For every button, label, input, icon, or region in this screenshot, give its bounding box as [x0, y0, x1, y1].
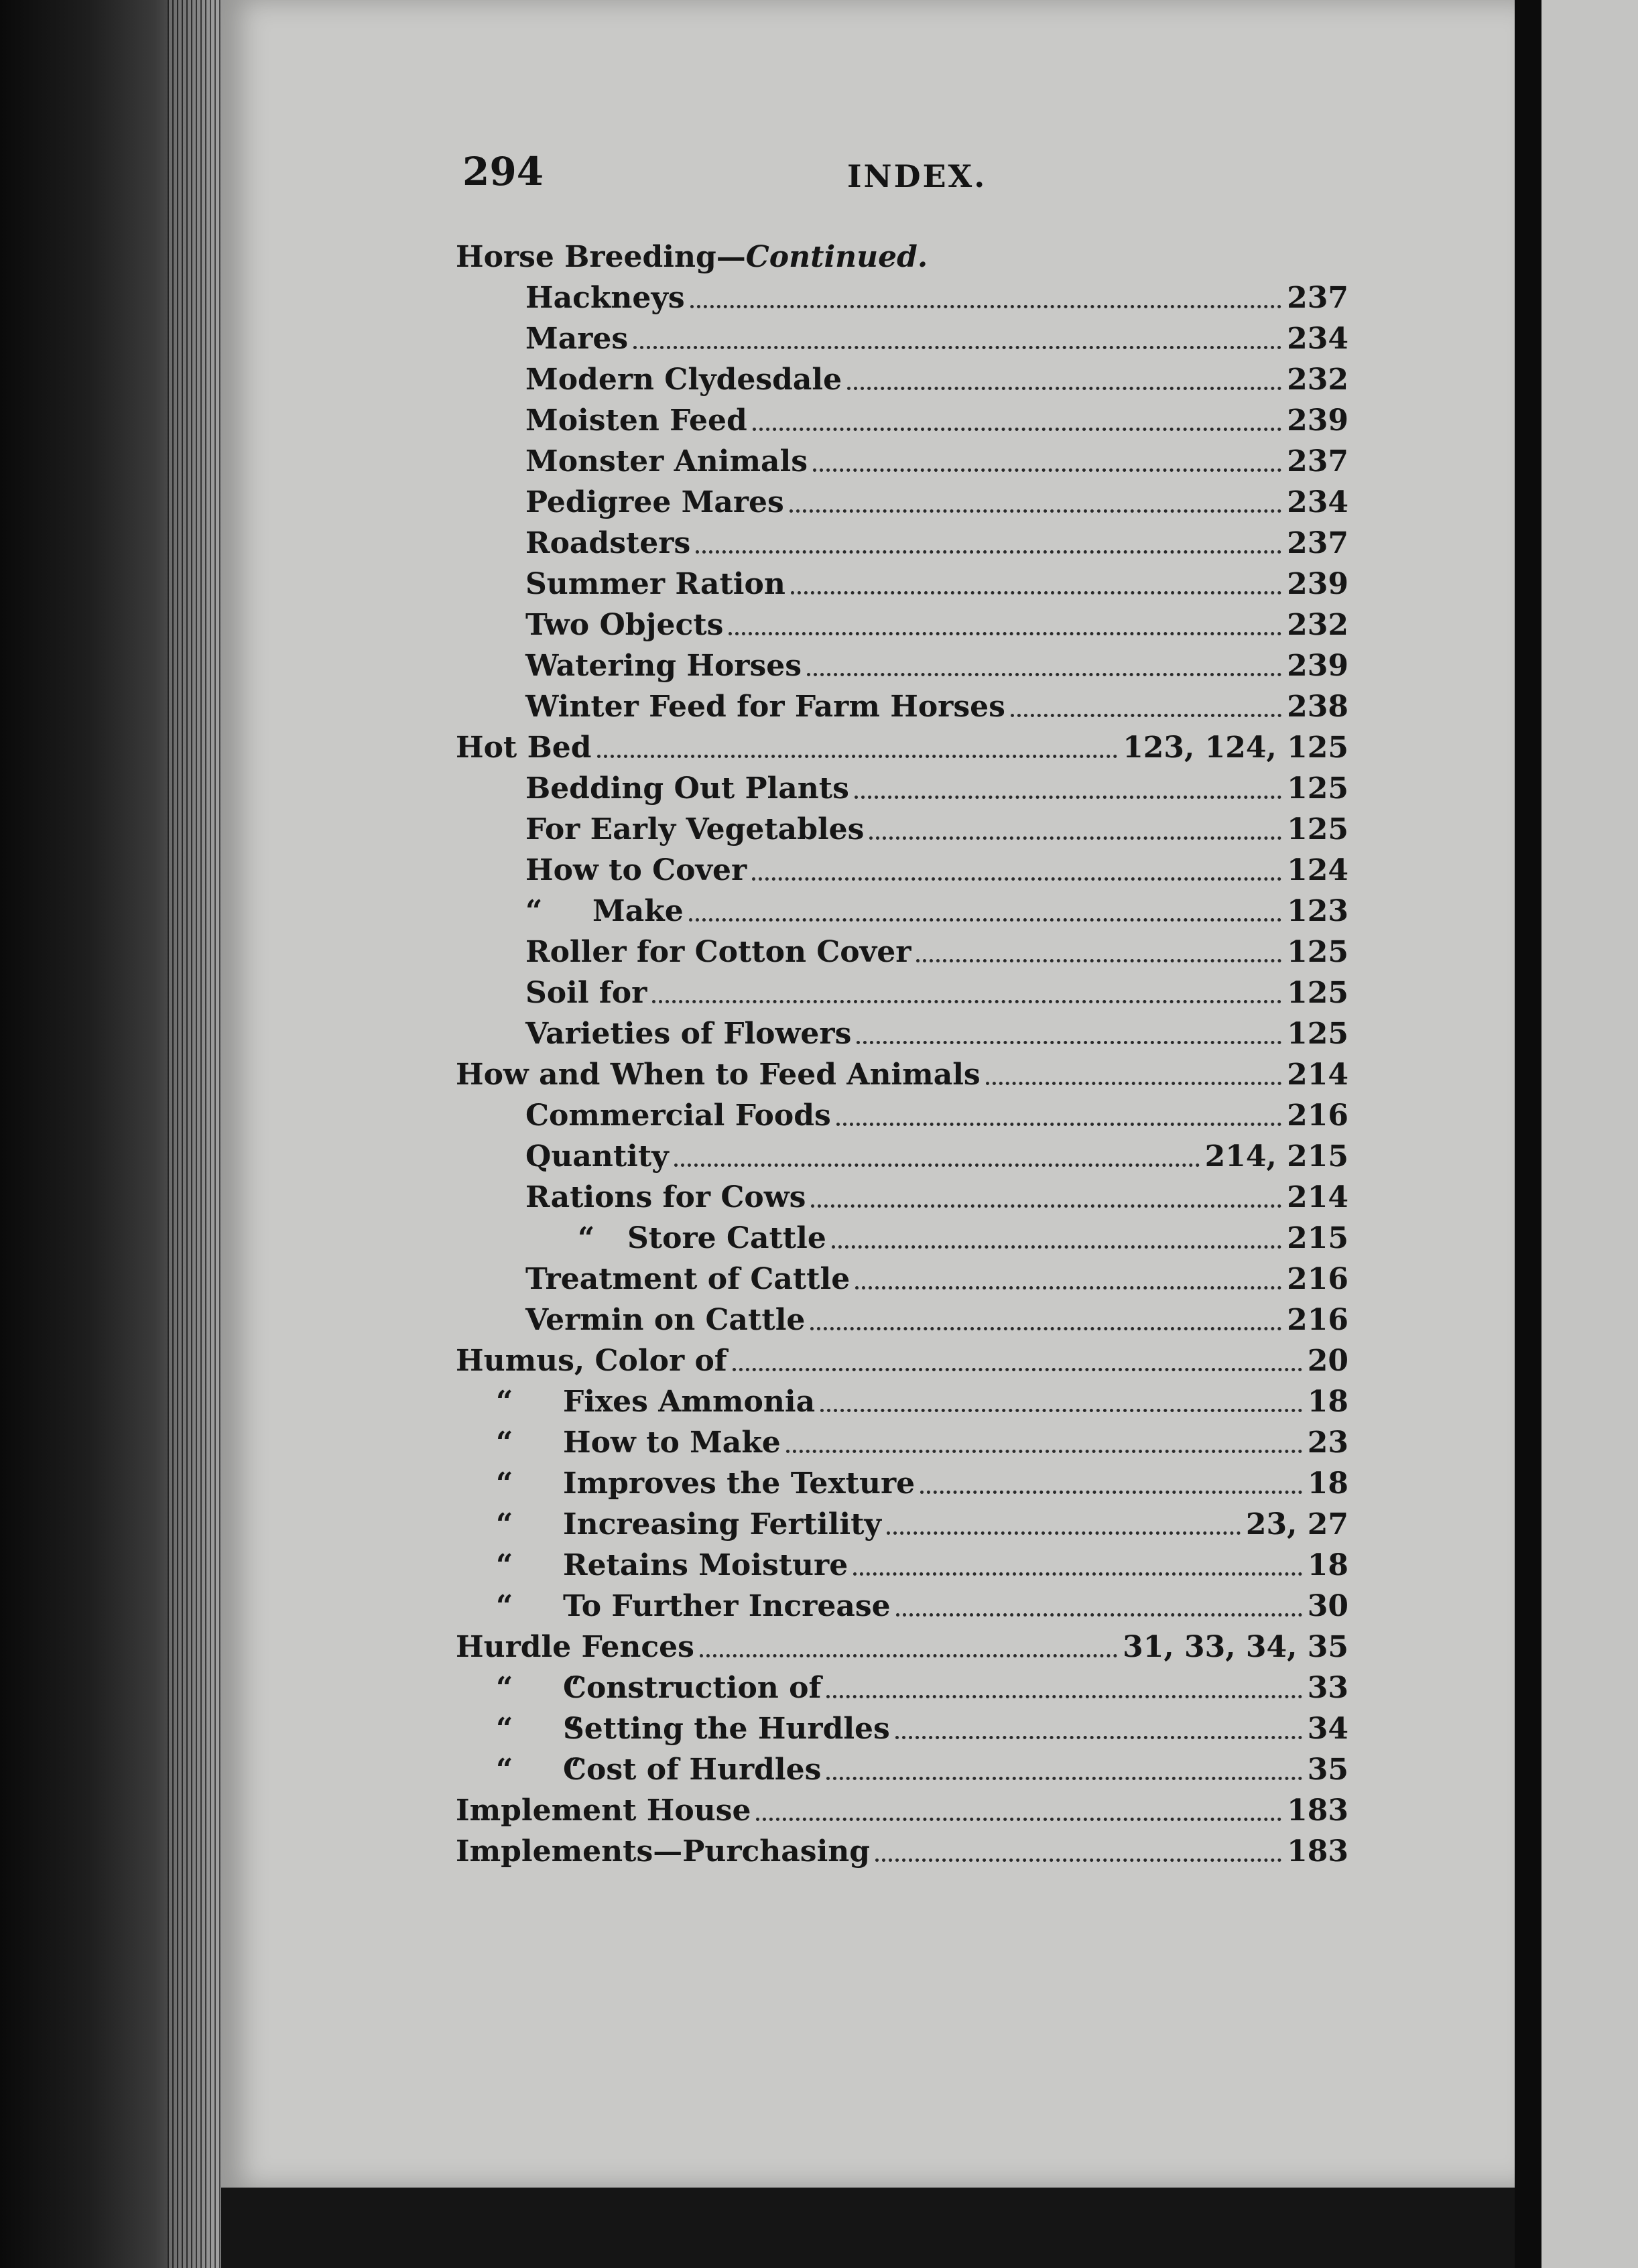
leader-dots [674, 1163, 1200, 1167]
leader-dots [832, 1245, 1281, 1249]
entry-page: 123 [1287, 894, 1348, 928]
index-entry [456, 356, 1348, 397]
entry-page: 18 [1307, 1548, 1348, 1582]
index-entry [456, 1582, 1348, 1623]
entry-page: 125 [1287, 1017, 1348, 1051]
entry-text: Bedding Out Plants [525, 771, 849, 806]
entry-text: Summer Ration [525, 567, 785, 601]
leader-dots [896, 1613, 1302, 1617]
entry-text: Watering Horses [525, 649, 802, 683]
entry-text: Pedigree Mares [525, 485, 784, 519]
bottom-shadow [221, 2188, 1515, 2268]
entry-text: Make [592, 894, 684, 928]
leader-dots [652, 1000, 1281, 1003]
index-entry [456, 315, 1348, 356]
facing-page-edge [1541, 0, 1638, 2268]
index-entry [456, 1255, 1348, 1296]
entry-page: 33 [1307, 1671, 1348, 1705]
entry-page: 232 [1287, 608, 1348, 642]
leader-dots [895, 1736, 1302, 1739]
leader-dots [869, 836, 1281, 840]
entry-text: Moisten Feed [525, 403, 747, 438]
ditto-mark: “ [578, 1221, 595, 1255]
entry-text: For Early Vegetables [525, 812, 865, 846]
index-entry [456, 1010, 1348, 1051]
entry-page: 183 [1287, 1793, 1348, 1828]
leader-dots [820, 1409, 1302, 1412]
entry-text: Improves the Texture [563, 1466, 916, 1501]
entry-page: 237 [1287, 444, 1348, 479]
entry-page: 183 [1287, 1834, 1348, 1869]
page-header [462, 149, 1347, 202]
entry-text: Quantity [525, 1139, 669, 1174]
index-entry [456, 479, 1348, 519]
entry-page: 216 [1287, 1303, 1348, 1337]
index-entry [456, 846, 1348, 887]
ditto-mark: “ [496, 1426, 513, 1460]
index-entry [456, 1828, 1348, 1869]
index-entry [456, 601, 1348, 642]
index-entry [456, 519, 1348, 560]
entry-text: Increasing Fertility [563, 1507, 881, 1541]
leader-dots [690, 305, 1281, 308]
entry-text: How to Make [563, 1426, 781, 1460]
index-entry [456, 1664, 1348, 1705]
entry-text: Store Cattle [627, 1221, 826, 1255]
ditto-mark: “ “ [496, 1712, 582, 1746]
entry-page: 18 [1307, 1385, 1348, 1419]
leader-dots [853, 1572, 1302, 1576]
entry-page: 35 [1307, 1753, 1348, 1787]
entry-text: Vermin on Cattle [525, 1303, 806, 1337]
index-entry [456, 1787, 1348, 1828]
entry-page: 31, 33, 34, 35 [1123, 1630, 1348, 1664]
gutter-shadow [1515, 0, 1541, 2268]
entry-page: 125 [1287, 812, 1348, 846]
entry-page: 23 [1307, 1426, 1348, 1460]
leader-dots [753, 428, 1281, 431]
index-entry [456, 1541, 1348, 1582]
entry-page: 239 [1287, 403, 1348, 438]
leader-dots [696, 550, 1281, 554]
entry-text: Hurdle Fences [456, 1630, 694, 1664]
index-entry [456, 233, 1348, 274]
ditto-mark: “ [496, 1466, 513, 1501]
leader-dots [752, 877, 1281, 881]
entry-page: 216 [1287, 1262, 1348, 1296]
ditto-mark: “ [496, 1548, 513, 1582]
leader-dots [810, 1327, 1281, 1330]
entry-text: Rations for Cows [525, 1180, 806, 1214]
ditto-mark: “ [496, 1589, 513, 1623]
index-entry [456, 1133, 1348, 1174]
entry-text: Cost of Hurdles [563, 1753, 822, 1787]
index-entry [456, 642, 1348, 683]
entry-page: 214 [1287, 1058, 1348, 1092]
index-entry [456, 1746, 1348, 1787]
entry-page: 215 [1287, 1221, 1348, 1255]
leader-dots [756, 1818, 1281, 1821]
entry-page: 239 [1287, 649, 1348, 683]
index-entry [456, 1460, 1348, 1501]
entry-text: How and When to Feed Animals [456, 1058, 981, 1092]
leader-dots [916, 959, 1281, 962]
entry-page: 23, 27 [1245, 1507, 1348, 1541]
entry-page: 125 [1287, 771, 1348, 806]
leader-dots [847, 387, 1281, 390]
entry-text: Construction of [563, 1671, 822, 1705]
entry-text: Implements—Purchasing [456, 1834, 871, 1869]
index-entry [456, 1214, 1348, 1255]
page-edges [168, 0, 228, 2268]
entry-text: Winter Feed for Farm Horses [525, 690, 1005, 724]
index-entry [456, 1092, 1348, 1133]
index-entry [456, 1378, 1348, 1419]
index-entry [456, 1419, 1348, 1460]
leader-dots [875, 1858, 1281, 1862]
entry-text: Monster Animals [525, 444, 808, 479]
entry-text: Setting the Hurdles [563, 1712, 890, 1746]
index-entry [456, 1051, 1348, 1092]
index-entry [456, 683, 1348, 724]
entry-text: Mares [525, 322, 629, 356]
leader-dots [733, 1368, 1302, 1371]
index-entry [456, 1623, 1348, 1664]
entry-text: Varieties of Flowers [525, 1017, 852, 1051]
leader-dots [857, 1041, 1281, 1044]
entry-text: Fixes Ammonia [563, 1385, 816, 1419]
leader-dots [836, 1123, 1281, 1126]
leader-dots [813, 468, 1281, 472]
entry-continued: Continued. [745, 240, 928, 274]
entry-text: How to Cover [525, 853, 747, 887]
index-entry [456, 1296, 1348, 1337]
entry-page: 234 [1287, 485, 1348, 519]
entry-page: 34 [1307, 1712, 1348, 1746]
entry-text: Hot Bed [456, 731, 592, 765]
entry-text: Commercial Foods [525, 1098, 831, 1133]
entry-text: Treatment of Cattle [525, 1262, 850, 1296]
entry-page: 124 [1287, 853, 1348, 887]
entry-page: 214, 215 [1204, 1139, 1348, 1174]
index-entry [456, 765, 1348, 806]
page-number: 294 [462, 149, 544, 194]
leader-dots [1011, 714, 1281, 717]
entry-page: 238 [1287, 690, 1348, 724]
leader-dots [811, 1204, 1281, 1208]
entry-text: Hackneys [525, 281, 685, 315]
entry-page: 20 [1307, 1344, 1348, 1378]
ditto-mark: “ [496, 1385, 513, 1419]
leader-dots [887, 1531, 1241, 1535]
leader-dots [826, 1777, 1302, 1780]
leader-dots [786, 1450, 1302, 1453]
ditto-mark: “ [525, 894, 543, 928]
leader-dots [689, 918, 1281, 922]
index-entry [456, 560, 1348, 601]
entry-text: Modern Clydesdale [525, 363, 842, 397]
index-entry [456, 928, 1348, 969]
entry-text: Soil for [525, 976, 647, 1010]
leader-dots [855, 1286, 1281, 1289]
leader-dots [807, 673, 1281, 676]
entry-text: Roadsters [525, 526, 691, 560]
entry-page: 237 [1287, 281, 1348, 315]
entry-text: Horse Breeding— [456, 240, 746, 274]
entry-text: Two Objects [525, 608, 724, 642]
entry-text: Roller for Cotton Cover [525, 935, 911, 969]
entry-text: Implement House [456, 1793, 751, 1828]
leader-dots [826, 1695, 1302, 1698]
leader-dots [597, 755, 1118, 758]
index-entry [456, 1174, 1348, 1214]
entry-page: 125 [1287, 935, 1348, 969]
leader-dots [633, 346, 1281, 349]
leader-dots [920, 1491, 1302, 1494]
entry-text: To Further Increase [563, 1589, 891, 1623]
leader-dots [855, 796, 1281, 799]
entry-page: 18 [1307, 1466, 1348, 1501]
entry-text: Retains Moisture [563, 1548, 848, 1582]
entry-page: 234 [1287, 322, 1348, 356]
index-entry [456, 274, 1348, 315]
leader-dots [986, 1082, 1281, 1085]
entry-page: 232 [1287, 363, 1348, 397]
leader-dots [790, 509, 1281, 513]
index-list [456, 233, 1348, 1869]
index-entry [456, 1501, 1348, 1541]
entry-page: 237 [1287, 526, 1348, 560]
index-entry [456, 887, 1348, 928]
leader-dots [729, 632, 1281, 635]
index-entry [456, 1337, 1348, 1378]
entry-page: 123, 124, 125 [1123, 731, 1348, 765]
index-entry [456, 969, 1348, 1010]
entry-page: 30 [1307, 1589, 1348, 1623]
leader-dots [791, 591, 1281, 594]
entry-page: 125 [1287, 976, 1348, 1010]
entry-page: 216 [1287, 1098, 1348, 1133]
index-entry [456, 806, 1348, 846]
entry-text: Humus, Color of [456, 1344, 727, 1378]
index-entry [456, 1705, 1348, 1746]
entry-page: 214 [1287, 1180, 1348, 1214]
index-entry [456, 438, 1348, 479]
entry-page: 239 [1287, 567, 1348, 601]
leader-dots [700, 1654, 1117, 1657]
index-entry [456, 397, 1348, 438]
running-head: INDEX. [847, 158, 987, 194]
ditto-mark: “ “ [496, 1671, 582, 1705]
ditto-mark: “ [496, 1507, 513, 1541]
ditto-mark: “ “ [496, 1753, 582, 1787]
index-entry [456, 724, 1348, 765]
